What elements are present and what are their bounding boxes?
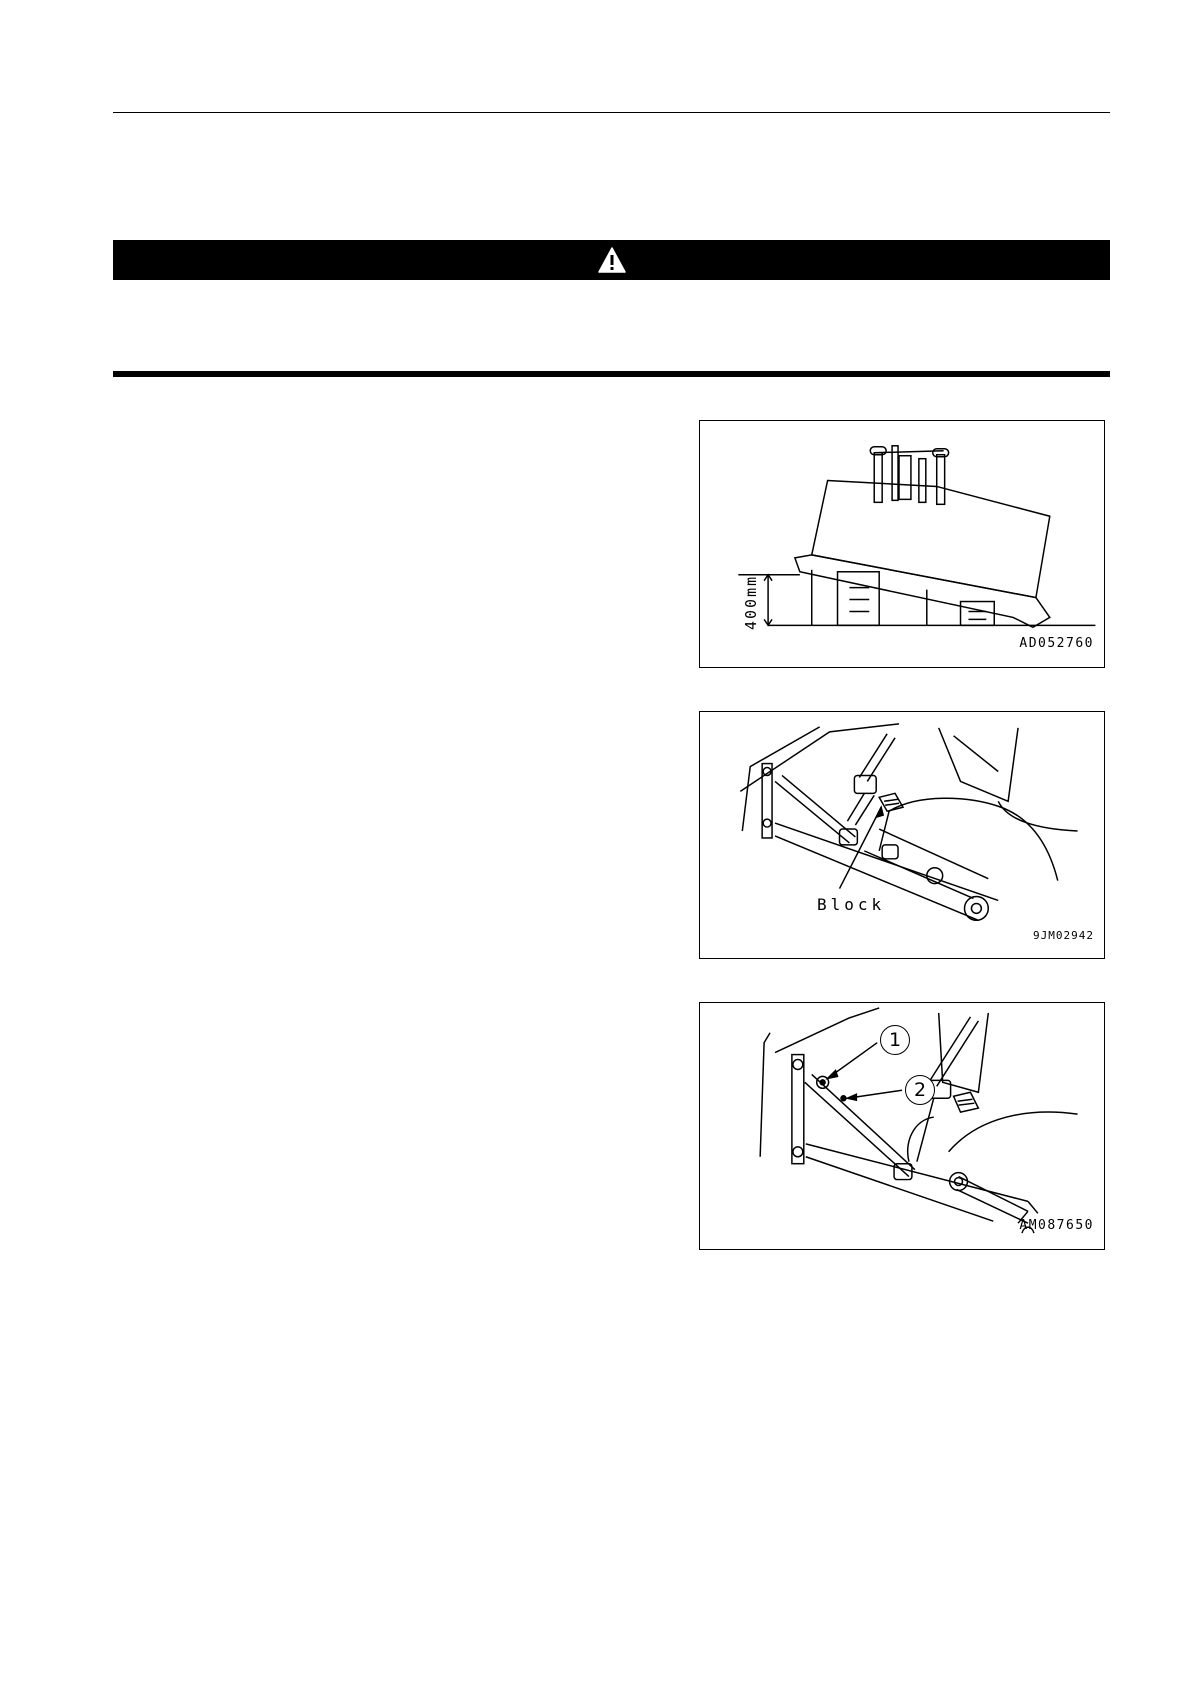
bulldozer-blade-illustration — [700, 421, 1104, 667]
figure-blade-on-blocks — [699, 420, 1105, 668]
warning-banner — [113, 240, 1110, 280]
block-label: Block — [817, 895, 886, 914]
figure-code: 9JM02942 — [1033, 929, 1094, 942]
callout-1: 1 — [880, 1025, 910, 1055]
figure-block-placement — [699, 711, 1105, 959]
lift-frame-block-illustration — [700, 712, 1104, 958]
dimension-label: 400mm — [742, 574, 760, 630]
figure-code: AD052760 — [1019, 636, 1094, 651]
callout-2: 2 — [905, 1075, 935, 1105]
section-rule — [113, 371, 1110, 377]
figure-tilt-brace — [699, 1002, 1105, 1250]
header-rule — [113, 112, 1110, 113]
figure-code: AM087650 — [1019, 1218, 1094, 1233]
warning-triangle-icon — [597, 246, 627, 274]
